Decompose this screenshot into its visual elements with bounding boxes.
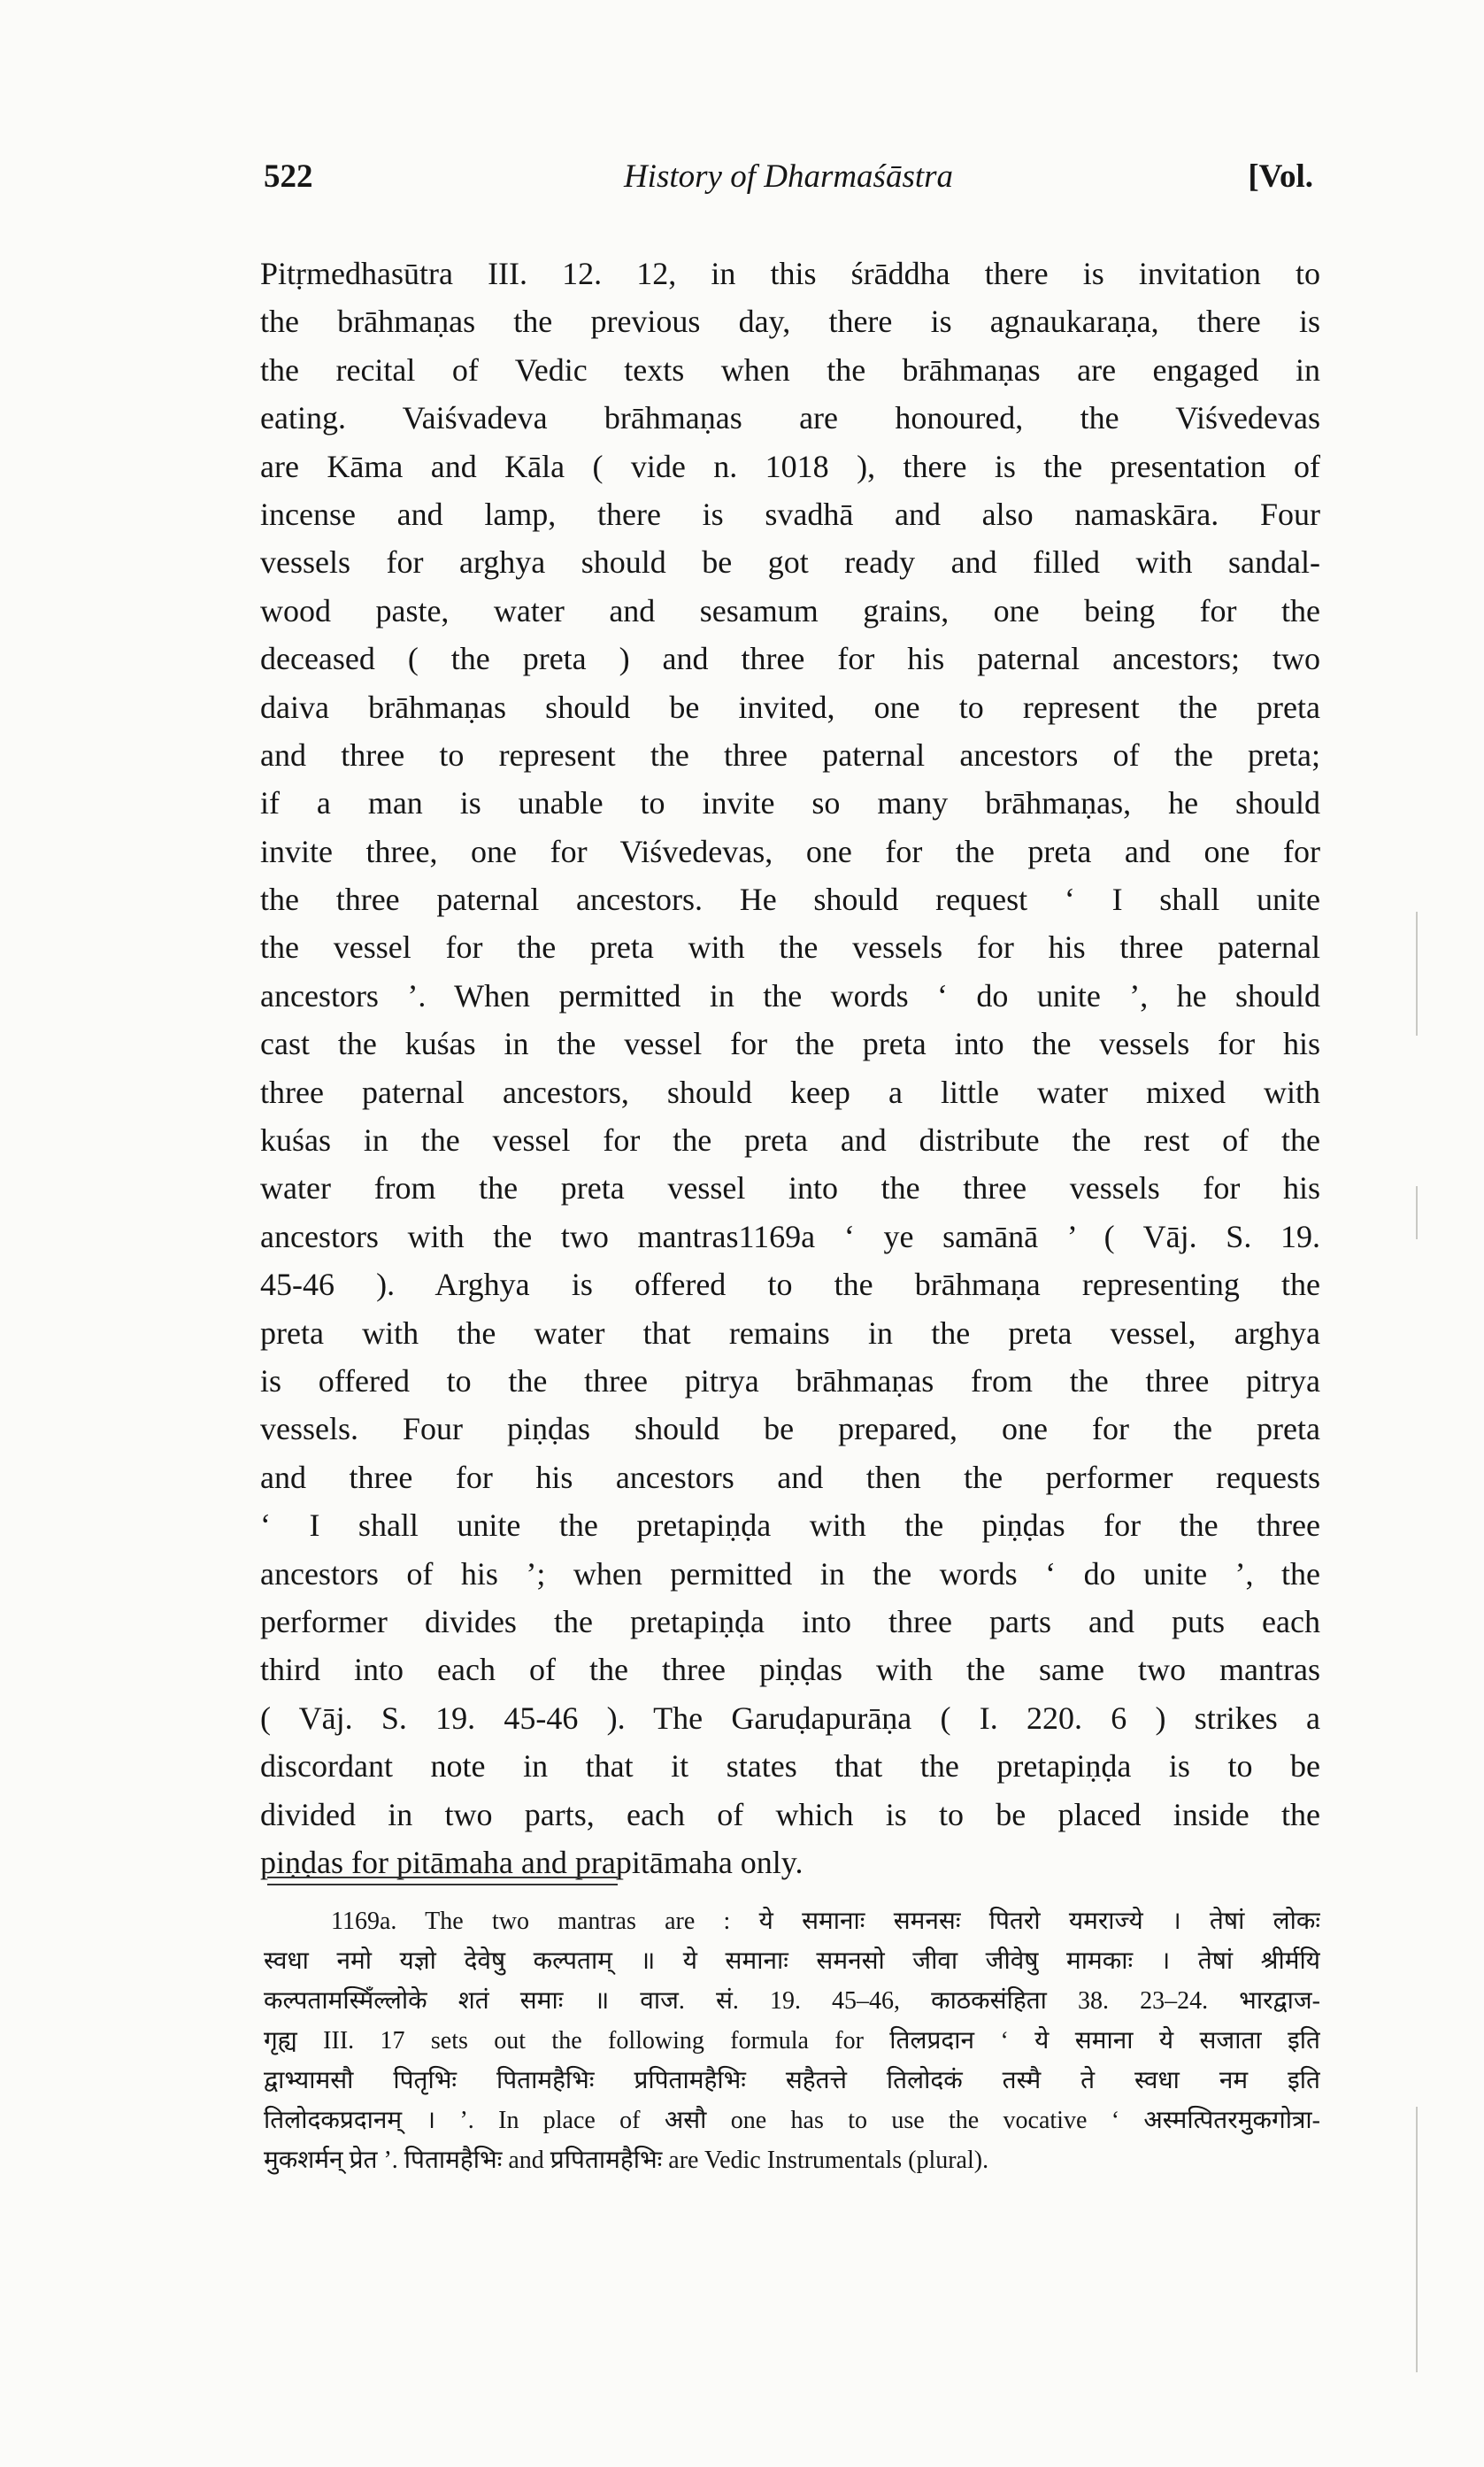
text-line: 45-46 ). Arghya is offered to the brāhmaṇa representing the <box>260 1267 1320 1303</box>
text-line: the three paternal ancestors. He should request ‘ I shall unite <box>260 882 1320 918</box>
text-line: eating. Vaiśvadeva brāhmaṇas are honoured, the Viśvedevas <box>260 400 1320 436</box>
text-line: ancestors of his ’; when permitted in the words ‘ do unite ’, the <box>260 1555 1320 1592</box>
text-line: water from the preta vessel into the three vessels for his <box>260 1170 1320 1207</box>
footnote-line: तिलोदकप्रदानम् । ’. In place of असौ one has to use the vocative ‘ अस्मत्पितरमुकगोत्रा- <box>264 2107 1320 2134</box>
scan-margin-mark <box>1416 2107 1418 2372</box>
footnote <box>264 1901 1320 2180</box>
footnote-separator-rule <box>267 1877 618 1885</box>
footnote-line: 1169a. The two mantras are : ये समानाः समनसः पितरो यमराज्ये । तेषां लोकः <box>331 1908 1320 1935</box>
text-line: vessels for arghya should be got ready and filled with sandal- <box>260 544 1320 581</box>
scan-margin-mark <box>1416 1186 1418 1239</box>
text-line: are Kāma and Kāla ( vide n. 1018 ), there is the presentation of <box>260 448 1320 484</box>
text-line: is offered to the three pitrya brāhmaṇas from the three pitrya <box>260 1362 1320 1399</box>
text-line: three paternal ancestors, should keep a little water mixed with <box>260 1074 1320 1110</box>
page-number: 522 <box>264 158 313 195</box>
book-title: History of Dharmaśāstra <box>623 158 954 195</box>
footnote-line: कल्पतामस्मिँल्लोके शतं समाः ॥ वाज. सं. 19. 45–46, काठकसंहिता 38. 23–24. भारद्वाज- <box>264 1987 1320 2015</box>
text-line: cast the kuśas in the vessel for the preta into the vessels for his <box>260 1026 1320 1062</box>
footnote-line: द्वाभ्यामसौ पितृभिः पितामहैभिः प्रपितामहैभिः सहैतत्ते तिलोदकं तस्मै ते स्वधा नम इति <box>264 2067 1320 2094</box>
text-line: and three for his ancestors and then the performer requests <box>260 1459 1320 1495</box>
running-head <box>264 158 1313 207</box>
text-line: deceased ( the preta ) and three for his paternal ancestors; two <box>260 641 1320 677</box>
text-line: wood paste, water and sesamum grains, one being for the <box>260 592 1320 628</box>
text-line: third into each of the three piṇḍas with the same two mantras <box>260 1652 1320 1688</box>
text-line: ‘ I shall unite the pretapiṇḍa with the piṇḍas for the three <box>260 1507 1320 1544</box>
footnote-line: स्वधा नमो यज्ञो देवेषु कल्पताम् ॥ ये समानाः समनसो जीवा जीवेषु मामकाः । तेषां श्रीर्मयि <box>264 1947 1320 1975</box>
text-line: invite three, one for Viśvedevas, one for the preta and one for <box>260 833 1320 869</box>
text-line: the brāhmaṇas the previous day, there is agnaukaraṇa, there is <box>260 304 1320 340</box>
text-line: the vessel for the preta with the vessels for his three paternal <box>260 929 1320 966</box>
text-line: kuśas in the vessel for the preta and distribute the rest of the <box>260 1122 1320 1159</box>
text-line: discordant note in that it states that the pretapiṇḍa is to be <box>260 1748 1320 1785</box>
footnote-line: मुकशर्मन् प्रेत ’. पितामहैभिः and प्रपितामहैभिः are Vedic Instrumentals (plural). <box>264 2147 989 2174</box>
text-line: Pitṛmedhasūtra III. 12. 12, in this śrāddha there is invitation to <box>260 256 1320 291</box>
text-line: preta with the water that remains in the preta vessel, arghya <box>260 1314 1320 1351</box>
text-line: daiva brāhmaṇas should be invited, one to represent the preta <box>260 689 1320 725</box>
text-line: the recital of Vedic texts when the brāhmaṇas are engaged in <box>260 351 1320 388</box>
volume-marker: [Vol. <box>1248 158 1313 195</box>
text-line: ancestors ’. When permitted in the words ‘ do unite ’, he should <box>260 977 1320 1014</box>
text-line: ancestors with the two mantras1169a ‘ ye samānā ’ ( Vāj. S. 19. <box>260 1218 1320 1254</box>
text-line: piṇḍas for pitāmaha and prapitāmaha only. <box>260 1844 804 1880</box>
text-line: vessels. Four piṇḍas should be prepared, one for the preta <box>260 1411 1320 1447</box>
text-line: if a man is unable to invite so many brāhmaṇas, he should <box>260 785 1320 821</box>
text-line: performer divides the pretapiṇḍa into three parts and puts each <box>260 1603 1320 1639</box>
body-text <box>260 250 1320 1886</box>
text-line: ( Vāj. S. 19. 45-46 ). The Garuḍapurāṇa ( I. 220. 6 ) strikes a <box>260 1700 1320 1736</box>
scan-margin-mark <box>1416 912 1418 1036</box>
footnote-line: गृह्य III. 17 sets out the following formula for तिलप्रदान ‘ ये समाना ये सजाता इति <box>264 2027 1320 2055</box>
text-line: and three to represent the three paternal ancestors of the preta; <box>260 736 1320 773</box>
text-line: divided in two parts, each of which is to be placed inside the <box>260 1796 1320 1832</box>
text-line: incense and lamp, there is svadhā and also namaskāra. Four <box>260 496 1320 532</box>
